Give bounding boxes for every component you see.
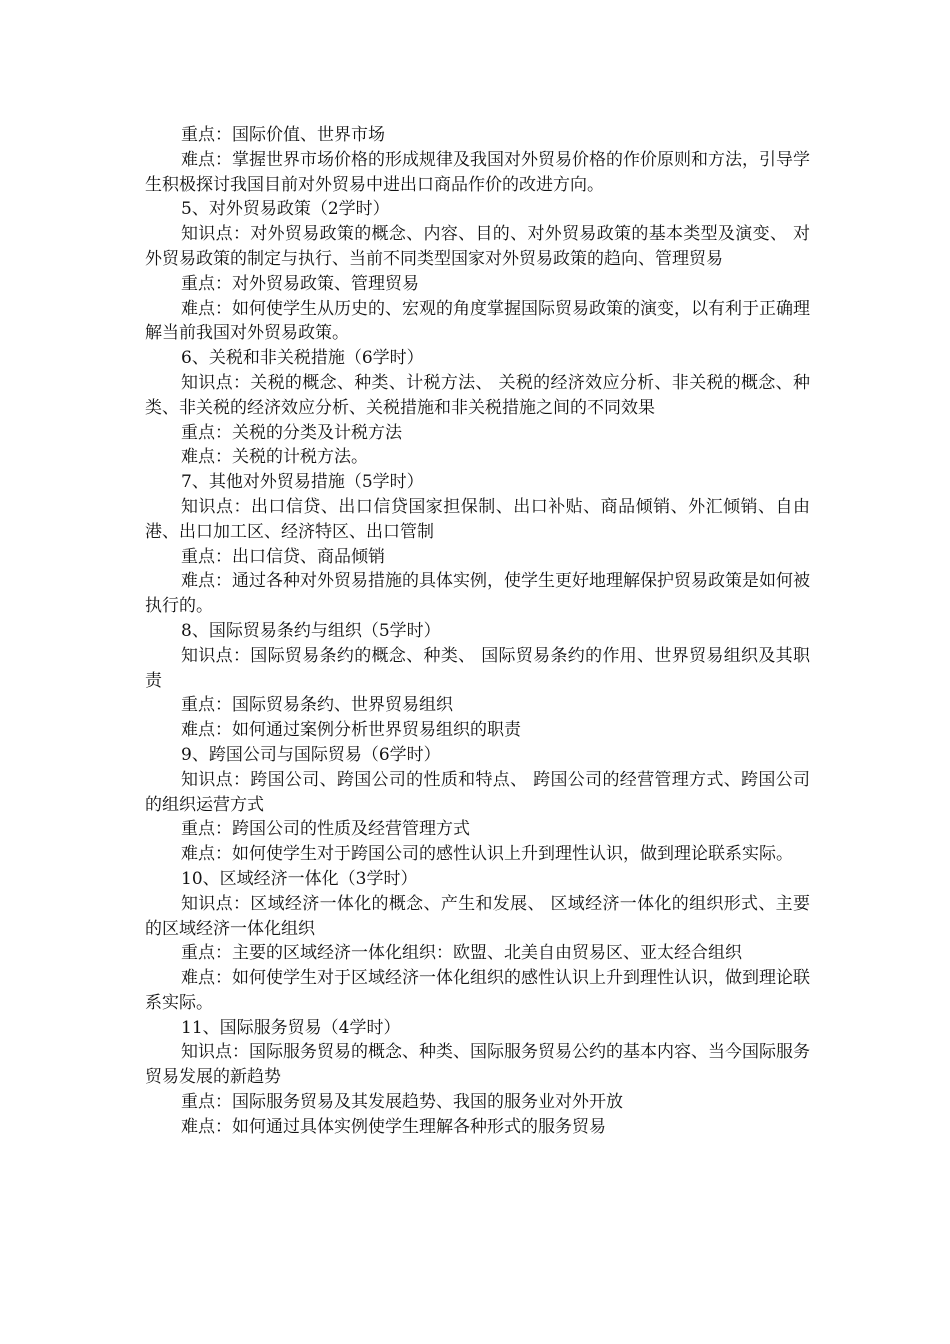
key-point-paragraph: 重点：对外贸易政策、管理贸易 (181, 273, 419, 294)
key-point-paragraph: 重点：国际价值、世界市场 (181, 125, 385, 145)
knowledge-points-paragraph: 知识点：国际贸易条约的概念、种类、 国际贸易条约的作用、世界贸易组织及其职责 (145, 645, 810, 691)
key-point-paragraph: 重点：国际服务贸易及其发展趋势、我国的服务业对外开放 (181, 1092, 623, 1113)
key-point-paragraph: 重点：主要的区域经济一体化组织：欧盟、北美自由贸易区、亚太经合组织 (181, 943, 742, 964)
key-point-paragraph: 重点：关税的分类及计税方法 (181, 422, 402, 443)
document-body (145, 123, 810, 1140)
difficulty-paragraph: 难点：如何使学生对于跨国公司的感性认识上升到理性认识，做到理论联系实际。 (181, 844, 793, 865)
section-heading: 11、国际服务贸易（4学时） (181, 1017, 401, 1038)
difficulty-paragraph: 难点：如何使学生对于区域经济一体化组织的感性认识上升到理性认识，做到理论联系实际。 (145, 968, 810, 1013)
section-heading: 6、关税和非关税措施（6学时） (181, 348, 424, 369)
difficulty-paragraph: 难点：掌握世界市场价格的形成规律及我国对外贸易价格的作价原则和方法，引导学生积极探讨我国目前对外贸易中进出口商品作价的改进方向。 (145, 149, 810, 195)
difficulty-paragraph: 难点：通过各种对外贸易措施的具体实例，使学生更好地理解保护贸易政策是如何被执行的。 (145, 571, 810, 617)
key-point-paragraph: 重点：出口信贷、商品倾销 (181, 546, 385, 567)
knowledge-points-paragraph: 知识点：对外贸易政策的概念、内容、目的、对外贸易政策的基本类型及演变、 对外贸易政策的制定与执行、当前不同类型国家对外贸易政策的趋向、管理贸易 (145, 224, 810, 269)
knowledge-points-paragraph: 知识点：区域经济一体化的概念、产生和发展、 区域经济一体化的组织形式、主要的区域经济一体化组织 (145, 893, 810, 939)
section-heading: 8、国际贸易条约与组织（5学时） (181, 620, 441, 641)
section-heading: 9、跨国公司与国际贸易（6学时） (181, 744, 441, 765)
key-point-paragraph: 重点：跨国公司的性质及经营管理方式 (181, 819, 470, 840)
knowledge-points-paragraph: 知识点：国际服务贸易的概念、种类、国际服务贸易公约的基本内容、当今国际服务贸易发展的新趋势 (145, 1042, 810, 1088)
key-point-paragraph: 重点：国际贸易条约、世界贸易组织 (181, 695, 453, 716)
difficulty-paragraph: 难点：如何使学生从历史的、宏观的角度掌握国际贸易政策的演变，以有利于正确理解当前我国对外贸易政策。 (145, 298, 810, 344)
section-heading: 5、对外贸易政策（2学时） (181, 199, 390, 220)
section-heading: 7、其他对外贸易措施（5学时） (181, 472, 424, 493)
difficulty-paragraph: 难点：关税的计税方法。 (181, 447, 368, 468)
section-heading: 10、区域经济一体化（3学时） (181, 868, 418, 889)
knowledge-points-paragraph: 知识点：关税的概念、种类、计税方法、 关税的经济效应分析、非关税的概念、种类、非关税的经济效应分析、关税措施和非关税措施之间的不同效果 (145, 372, 810, 418)
knowledge-points-paragraph: 知识点：跨国公司、跨国公司的性质和特点、 跨国公司的经营管理方式、跨国公司的组织运营方式 (145, 769, 810, 815)
difficulty-paragraph: 难点：如何通过具体实例使学生理解各种形式的服务贸易 (181, 1116, 606, 1137)
difficulty-paragraph: 难点：如何通过案例分析世界贸易组织的职责 (181, 720, 521, 741)
knowledge-points-paragraph: 知识点：出口信贷、出口信贷国家担保制、出口补贴、商品倾销、外汇倾销、自由港、出口加工区、经济特区、出口管制 (145, 496, 810, 542)
